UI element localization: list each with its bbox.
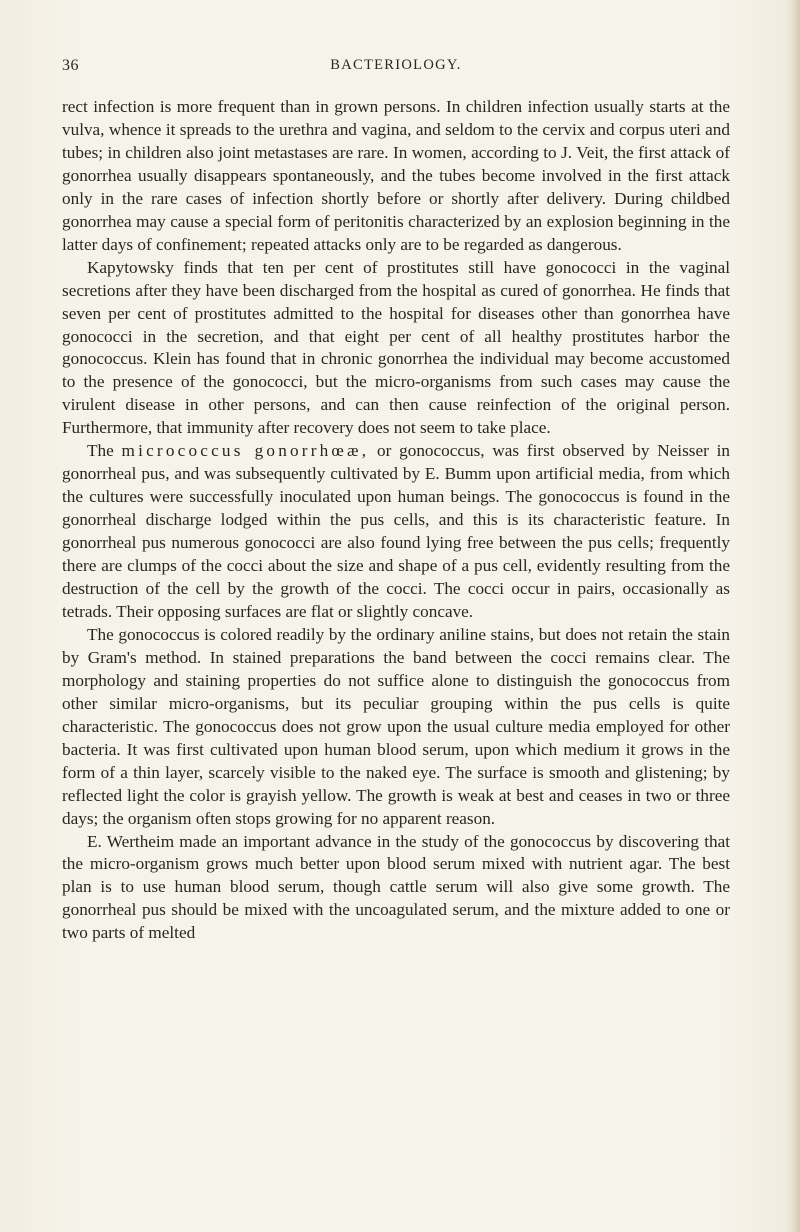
paragraph-3-lead: The xyxy=(87,441,114,461)
paragraph-4: The gonococcus is colored readily by the ordinary aniline stains, but does not retain the stain by Gram's method. In stained preparations the band between the cocci remains clear. The morphology and staining properties do not suffice alone to distinguish the gonococcus from other similar micro-organisms, but its peculiar grouping within the pus cells is quite characteristic. The gonococcus does not grow upon the usual culture media employed for other bacteria. It was first cultivated upon human blood serum, upon which medium it grows in the form of a thin layer, scarcely visible to the naked eye. The surface is smooth and glistening; by reflected light the color is grayish yellow. The growth is weak at best and ceases in two or three days; the organism often stops growing for no apparent reason. xyxy=(62,624,730,828)
page-edge-shadow xyxy=(786,0,800,1232)
paragraph-3-body: or gonococcus, was first observed by Neisser in gonorrheal pus, and was subsequently cultivated by E. Bumm upon artificial media, from which the cultures were successfully inoculated upon human beings. The gonococcus is found in the gonorrheal discharge lodged within the pus cells, and this is its characteristic feature. In gonorrheal pus numerous gonococci are also found lying free between the pus cells; frequently there are clumps of the cocci about the size and shape of a pus cell, evidently resulting from the destruction of the cell by the growth of the cocci. The cocci occur in pairs, occasionally as tetrads. Their opposing surfaces are flat or slightly concave. xyxy=(62,441,730,621)
paragraph-5: E. Wertheim made an important advance in the study of the gonococcus by discovering that the micro-organism grows much better upon blood serum mixed with nutrient agar. The best plan is to use human blood serum, though cattle serum will also give some growth. The gonorrheal pus should be mixed with the uncoagulated serum, and the mixture added to one or two parts of melted xyxy=(62,831,730,943)
page-number: 36 xyxy=(62,57,79,74)
page-header xyxy=(62,57,730,79)
paragraph-3 xyxy=(62,440,730,624)
body-text xyxy=(62,96,730,945)
species-term: micrococcus gonorrhœæ, xyxy=(121,441,370,461)
running-head: BACTERIOLOGY. xyxy=(330,57,462,73)
paragraph-2: Kapytowsky finds that ten per cent of prostitutes still have gonococci in the vaginal secretions after they have been discharged from the hospital as cured of gonorrhea. He finds that seven per cent of prostitutes admitted to the hospital for diseases other than gonorrhea have gonococci in the secretion, and that eight per cent of all healthy prostitutes harbor the gonococcus. Klein has found that in chronic gonorrhea the individual may become accustomed to the presence of the gonococci, but the micro-organisms from such cases may cause the virulent disease in other persons, and can then cause reinfection of the original person. Furthermore, that immunity after recovery does not seem to take place. xyxy=(62,257,730,438)
paragraph-1: rect infection is more frequent than in grown persons. In children infection usually starts at the vulva, whence it spreads to the urethra and vagina, and seldom to the cervix and corpus uteri and tubes; in children also joint metastases are rare. In women, according to J. Veit, the first attack of gonorrhea usually disappears spontaneously, and the tubes become involved in the first attack only in the rare cases of infection shortly before or shortly after delivery. During childbed gonorrhea may cause a special form of peritonitis characterized by an explosion beginning in the latter days of confinement; repeated attacks only are to be regarded as dangerous. xyxy=(62,97,730,254)
